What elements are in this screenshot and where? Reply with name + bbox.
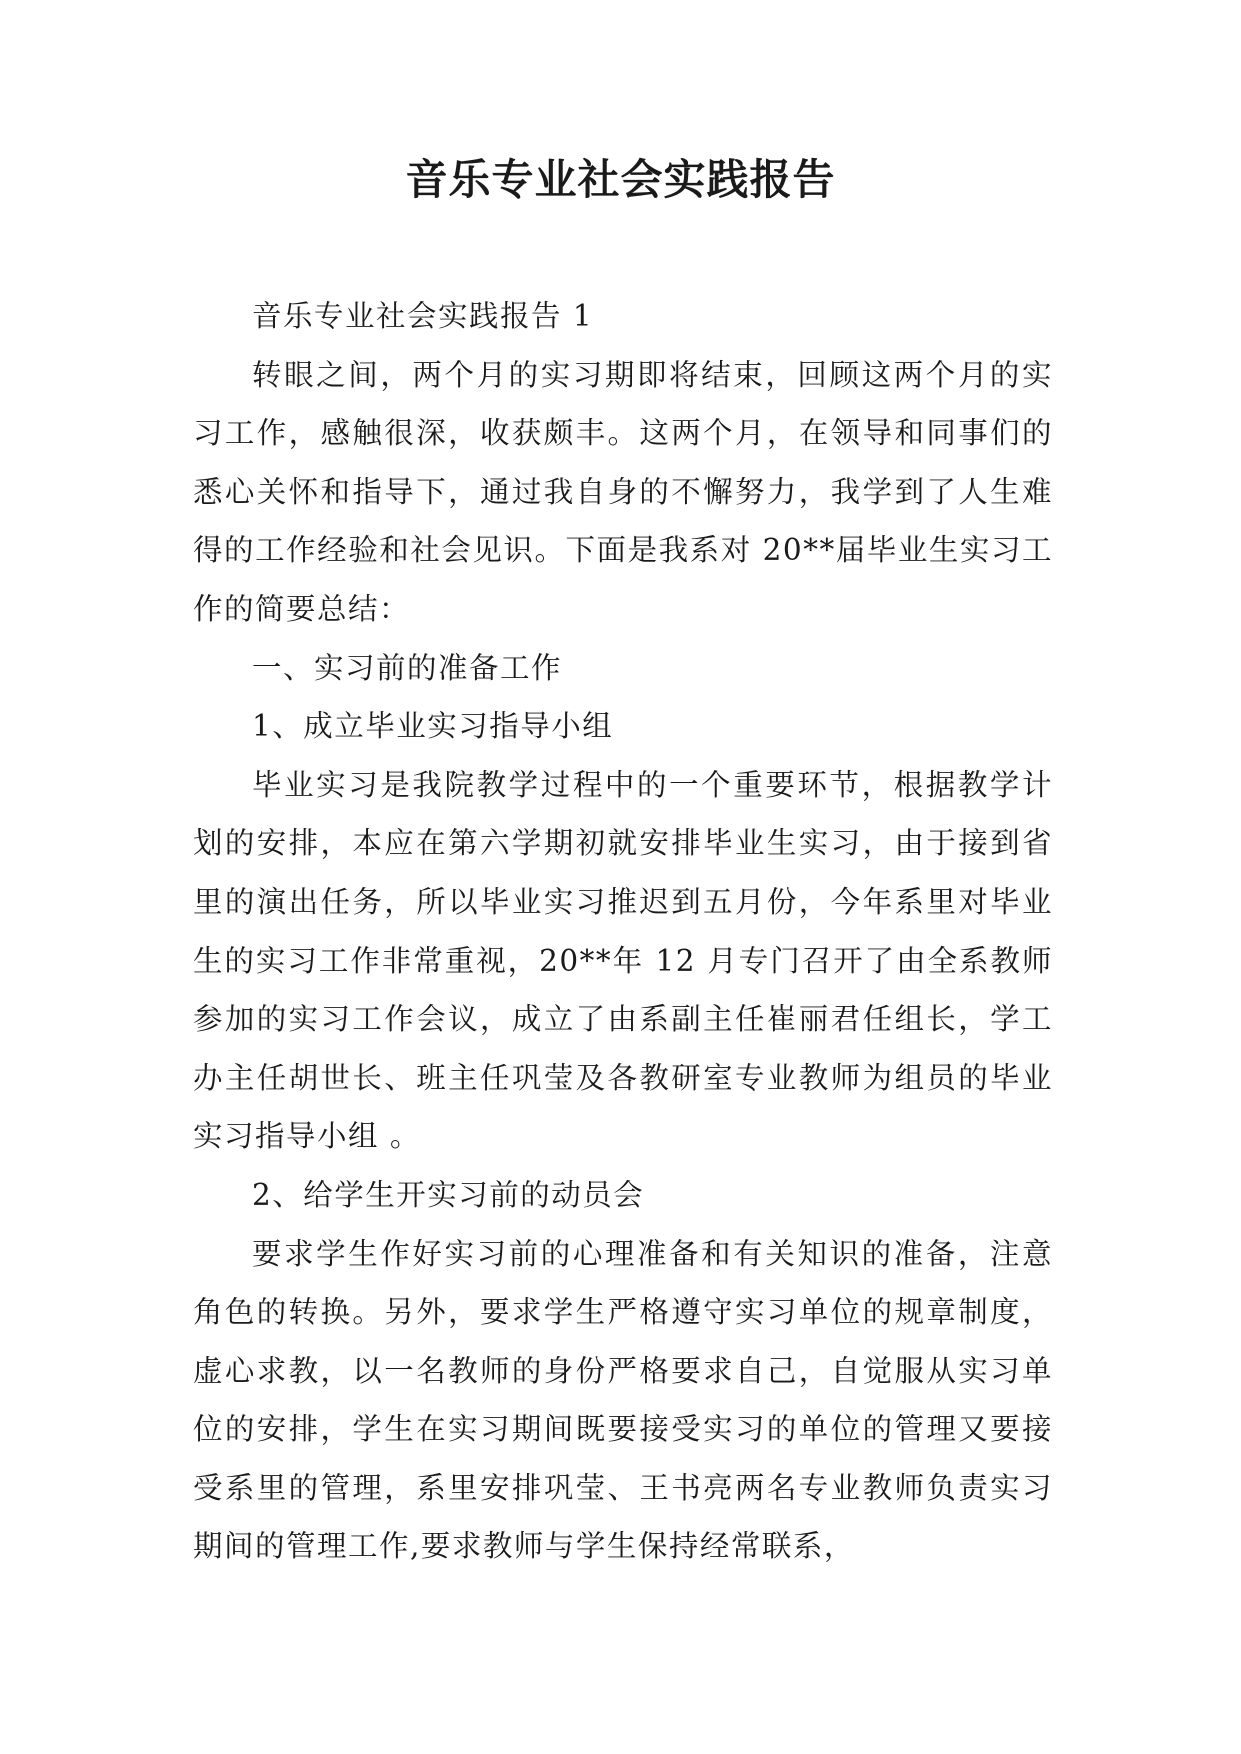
paragraph: 要求学生作好实习前的心理准备和有关知识的准备，注意角色的转换。另外，要求学生严格遵守实习单位的规章制度，虚心求教，以一名教师的身份严格要求自己，自觉服从实习单位的安排，学生在实习期间既要接受实习的单位的管理又要接受系里的管理，系里安排巩莹、王书亮两名专业教师负责实习期间的管理工作,要求教师与学生保持经常联系， [193, 1236, 1053, 1564]
document-body [193, 287, 1053, 1576]
subsection-heading: 2、给学生开实习前的动员会 [252, 1177, 645, 1212]
paragraph-heading: 音乐专业社会实践报告 1 [252, 299, 594, 333]
paragraph: 毕业实习是我院教学过程中的一个重要环节，根据教学计划的安排，本应在第六学期初就安排毕业生实习，由于接到省里的演出任务，所以毕业实习推迟到五月份，今年系里对毕业生的实习工作非常重视，20**年 12 月专门召开了由全系教师参加的实习工作会议，成立了由系副主任崔丽君任组长，学工办主任胡世长、班主任巩莹及各教研室专业教师为组员的毕业实习指导小组 。 [193, 767, 1053, 1154]
subsection-heading: 1、成立毕业实习指导小组 [252, 709, 614, 744]
paragraph: 转眼之间，两个月的实习期即将结束，回顾这两个月的实习工作，感触很深，收获颇丰。这两个月，在领导和同事们的悉心关怀和指导下，通过我自身的不懈努力，我学到了人生难得的工作经验和社会见识。下面是我系对 20**届毕业生实习工作的简要总结： [193, 357, 1053, 626]
section-heading: 一、实习前的准备工作 [252, 650, 563, 685]
document-title: 音乐专业社会实践报告 [405, 155, 836, 204]
